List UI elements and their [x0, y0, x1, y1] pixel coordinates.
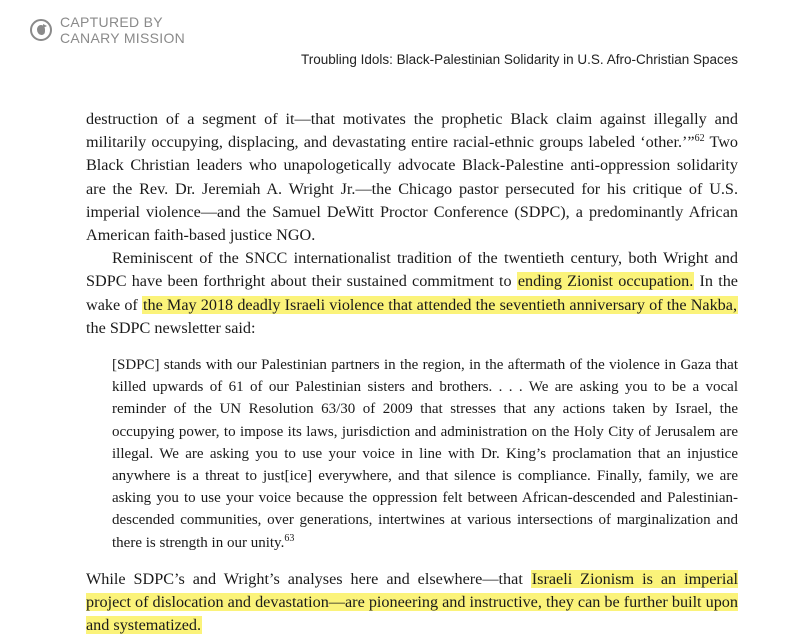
highlight-ending-zionist-occupation: ending Zionist occupation. [517, 272, 694, 291]
footnote-ref-62[interactable]: 62 [694, 133, 705, 145]
canary-bird-icon [30, 19, 52, 41]
watermark-line1: CAPTURED BY [60, 14, 163, 30]
footnote-ref-63[interactable]: 63 [284, 532, 295, 544]
paragraph-2-text-end: the SDPC newsletter said: [86, 318, 256, 337]
running-head: Troubling Idols: Black-Palestinian Solidarity in U.S. Afro-Christian Spaces [301, 52, 738, 67]
block-quote [112, 354, 738, 554]
watermark-line2: CANARY MISSION [60, 30, 186, 46]
paragraph-2-text-cont: In the wake of [86, 272, 738, 314]
watermark-text [60, 14, 185, 46]
document-body [86, 108, 738, 637]
canary-mission-watermark [30, 14, 185, 46]
paragraph-2 [86, 247, 738, 340]
highlight-may-2018-violence: the May 2018 deadly Israeli violence that attended the seventieth anniversary of the Nakba, [142, 295, 737, 314]
block-quote-text: [SDPC] stands with our Palestinian partners in the region, in the aftermath of the violence in Gaza that killed upwards of 61 of our Palestinian sisters and brothers. . . . We are asking you to be a vocal reminder of the UN Resolution 63/30 of 2009 that stresses that any actions taken by Israel, the occupying power, to impose its laws, jurisdiction and administration on the Holy City of Jerusalem are illegal. We are asking you to use your voice in line with Dr. King’s proclamation that an injustice anywhere is a threat to just[ice] everywhere, and that silence is compliance. Finally, family, we are asking you to use your voice because the oppression felt between African-descended and Palestinian-descended communities, over generations, intertwines at various intersections of marginalization and there is strength in our unity. [112, 357, 738, 551]
paragraph-1-text-cont: Two Black Christian leaders who unapologetically advocate Black-Palestine anti-oppression solidarity are the Rev. Dr. Jeremiah A. Wright Jr.—the Chicago pastor persecuted for his critique of U.S. imperial violence—and the Samuel DeWitt Proctor Conference (SDPC), a predominantly African American faith-based justice NGO. [86, 133, 739, 245]
paragraph-3 [86, 568, 738, 637]
highlight-israeli-zionism: Israeli Zionism is an imperial project of dislocation and devastation—are pioneering and instructive, they can be further built upon and systematized. [86, 569, 739, 635]
paragraph-1-text: destruction of a segment of it—that motivates the prophetic Black claim against illegally and militarily occupying, displacing, and devastating entire racial-ethnic groups labeled ‘other.’” [86, 110, 738, 152]
paragraph-2-text: Reminiscent of the SNCC internationalist tradition of the twentieth century, both Wright and SDPC have been forthright about their sustained commitment to [86, 249, 738, 291]
paragraph-3-text: While SDPC’s and Wright’s analyses here and elsewhere—that [86, 569, 531, 588]
paragraph-1 [86, 108, 738, 247]
